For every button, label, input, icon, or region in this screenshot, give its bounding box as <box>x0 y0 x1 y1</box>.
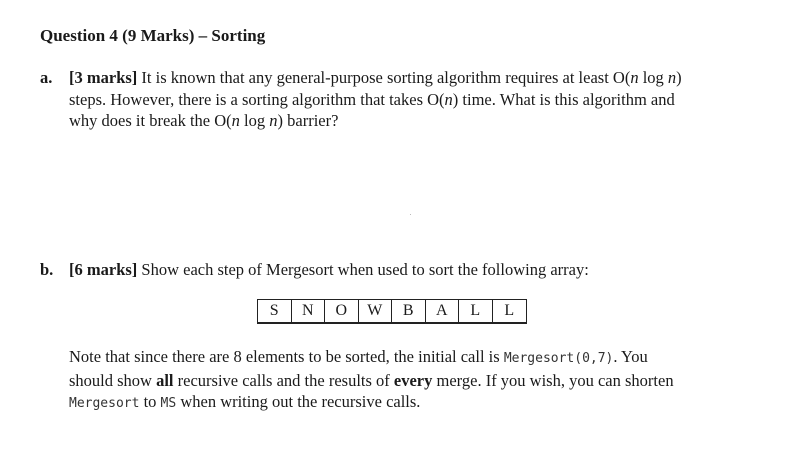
array-cell: A <box>426 300 460 322</box>
part-a-text-1: It is known that any general-purpose sorting algorithm requires at least O( <box>141 68 631 87</box>
part-a-text-2-end: ) time. What is this algorithm and <box>452 89 675 109</box>
part-b-note <box>69 346 769 415</box>
part-b-marks: [6 marks] <box>69 260 138 279</box>
note-text: when writing out the recursive calls. <box>176 392 421 411</box>
array-cell: L <box>459 300 493 322</box>
part-a-text-2: steps. However, there is a sorting algorithm that takes O( <box>69 89 445 109</box>
part-b-text: Show each step of Mergesort when used to sort the following array: <box>141 260 589 279</box>
math-n: n <box>269 111 278 130</box>
scan-speck <box>410 214 411 215</box>
math-n: n <box>444 89 453 109</box>
part-b-label: b. <box>40 260 54 279</box>
code-ms: MS <box>160 396 177 411</box>
part-a-line-2 <box>69 89 770 111</box>
array-table <box>257 299 527 324</box>
note-text: . You <box>613 347 648 366</box>
math-n: n <box>667 68 677 87</box>
question-heading: Question 4 (9 Marks) – Sorting <box>40 26 266 45</box>
part-a-text-1-end: ) <box>676 68 682 87</box>
math-n: n <box>630 68 639 87</box>
note-text: recursive calls and the results of <box>173 370 394 390</box>
note-line-1 <box>69 346 769 370</box>
part-a-marks: [3 marks] <box>69 68 138 87</box>
part-a-text-3: why does it break the O( <box>69 111 232 130</box>
math-n: n <box>231 111 240 130</box>
math-log: log <box>239 111 270 130</box>
array-cell: W <box>359 300 393 322</box>
part-a-body <box>69 67 770 132</box>
part-b-body <box>69 259 770 281</box>
note-line-3 <box>69 391 769 415</box>
note-text: to <box>139 392 161 411</box>
array-cell: O <box>325 300 359 322</box>
note-line-2 <box>69 370 769 392</box>
part-b-line-1 <box>69 259 770 281</box>
note-text: merge. If you wish, you can shorten <box>432 370 674 390</box>
array-cell: L <box>504 302 515 319</box>
array-cell: B <box>392 300 426 322</box>
math-log: log <box>638 68 668 87</box>
part-a <box>40 67 770 132</box>
emphasis-all: all <box>156 370 174 390</box>
emphasis-every: every <box>393 370 433 390</box>
code-mergesort: Mergesort <box>69 396 140 411</box>
array-cell: N <box>292 300 326 322</box>
part-b <box>40 259 770 281</box>
array-cell: S <box>258 300 292 322</box>
code-mergesort-call: Mergesort(0,7) <box>503 351 614 366</box>
part-a-line-1 <box>69 67 770 89</box>
part-a-line-3 <box>69 110 770 132</box>
part-a-text-3-end: ) barrier? <box>277 111 339 130</box>
note-text: should show <box>69 370 157 390</box>
part-a-label: a. <box>40 68 53 87</box>
note-text: Note that since there are 8 elements to be sorted, the initial call is <box>69 347 504 366</box>
